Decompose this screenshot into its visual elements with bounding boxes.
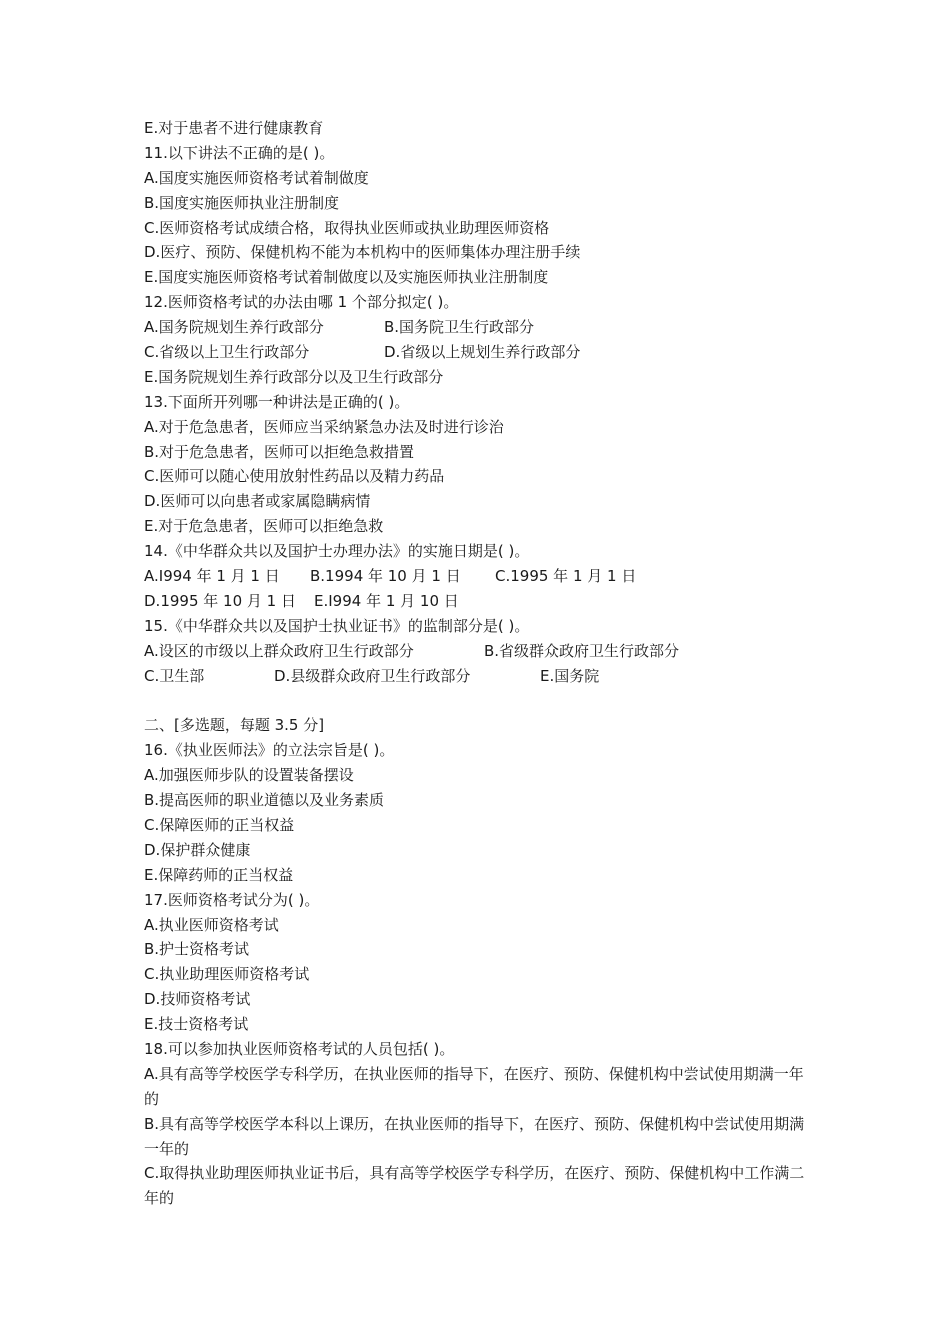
option-item: D.1995 年 10 月 1 日 [144, 591, 296, 610]
option-item: C.省级以上卫生行政部分 [144, 343, 310, 362]
option-line: D.保护群众健康 [144, 840, 251, 859]
option-line: E.国度实施医师资格考试着制做度以及实施医师执业注册制度 [144, 268, 549, 287]
option-row [144, 589, 816, 614]
option-line: D.医师可以向患者或家属隐瞒病情 [144, 492, 371, 511]
section-heading: 二、[多选题，每题 3.5 分] [144, 716, 325, 735]
option-paragraph: A.具有高等学校医学专科学历，在执业医师的指导下，在医疗、预防、保健机构中尝试使用期满一年的 [144, 1064, 804, 1108]
option-line: B.国度实施医师执业注册制度 [144, 193, 340, 212]
option-paragraph: C.取得执业助理医师执业证书后，具有高等学校医学专科学历，在医疗、预防、保健机构中工作满二年的 [144, 1164, 805, 1208]
option-line: E.保障药师的正当权益 [144, 865, 294, 884]
question-15: 15.《中华群众共以及国护士执业证书》的监制部分是( )。 [144, 616, 530, 635]
question-11: 11.以下讲法不正确的是( )。 [144, 143, 335, 162]
option-paragraph: B.具有高等学校医学本科以上课历，在执业医师的指导下，在医疗、预防、保健机构中尝试使用期满一年的 [144, 1114, 805, 1158]
question-13: 13.下面所开列哪一种讲法是正确的( )。 [144, 392, 410, 411]
option-line: A.对于危急患者，医师应当采纳紧急办法及时进行诊治 [144, 417, 504, 436]
option-item: B.1994 年 10 月 1 日 [310, 567, 461, 586]
option-item: D.省级以上规划生养行政部分 [384, 343, 581, 362]
option-item: D.县级群众政府卫生行政部分 [274, 666, 471, 685]
option-row [144, 315, 816, 340]
option-line: B.提高医师的职业道德以及业务素质 [144, 791, 385, 810]
option-line: D.医疗、预防、保健机构不能为本机构中的医师集体办理注册手续 [144, 243, 581, 262]
option-line: A.国度实施医师资格考试着制做度 [144, 168, 369, 187]
option-item: C.卫生部 [144, 666, 205, 685]
option-item: B.省级群众政府卫生行政部分 [484, 641, 680, 660]
option-item: B.国务院卫生行政部分 [384, 318, 535, 337]
option-line: D.技师资格考试 [144, 990, 251, 1009]
question-17: 17.医师资格考试分为( )。 [144, 890, 320, 909]
option-line: E.技士资格考试 [144, 1015, 249, 1034]
option-row [144, 664, 816, 689]
option-line: A.加强医师步队的设置装备摆设 [144, 766, 354, 785]
option-line: C.执业助理医师资格考试 [144, 965, 310, 984]
question-14: 14.《中华群众共以及国护士办理办法》的实施日期是( )。 [144, 542, 530, 561]
option-row [144, 340, 816, 365]
option-item: E.国务院 [540, 666, 600, 685]
option-item: A.设区的市级以上群众政府卫生行政部分 [144, 641, 414, 660]
option-item: E.I994 年 1 月 10 日 [314, 591, 459, 610]
option-line: A.执业医师资格考试 [144, 915, 279, 934]
option-item: A.I994 年 1 月 1 日 [144, 567, 280, 586]
option-line: E.国务院规划生养行政部分以及卫生行政部分 [144, 367, 444, 386]
option-item: A.国务院规划生养行政部分 [144, 318, 324, 337]
blank-line [144, 688, 816, 713]
option-line: C.医师可以随心使用放射性药品以及精力药品 [144, 467, 445, 486]
option-item: C.1995 年 1 月 1 日 [495, 567, 637, 586]
question-16: 16.《执业医师法》的立法宗旨是( )。 [144, 741, 395, 760]
option-line: C.保障医师的正当权益 [144, 815, 295, 834]
option-line: B.护士资格考试 [144, 940, 250, 959]
question-12: 12.医师资格考试的办法由哪 1 个部分拟定( )。 [144, 293, 459, 312]
text-line: E.对于患者不进行健康教育 [144, 119, 324, 137]
question-18: 18.可以参加执业医师资格考试的人员包括( )。 [144, 1039, 455, 1058]
option-line: E.对于危急患者，医师可以拒绝急救 [144, 517, 384, 536]
option-row [144, 564, 816, 589]
option-row [144, 639, 816, 664]
document-body [144, 116, 816, 1211]
option-line: C.医师资格考试成绩合格，取得执业医师或执业助理医师资格 [144, 218, 550, 237]
option-line: B.对于危急患者，医师可以拒绝急救措置 [144, 442, 415, 461]
